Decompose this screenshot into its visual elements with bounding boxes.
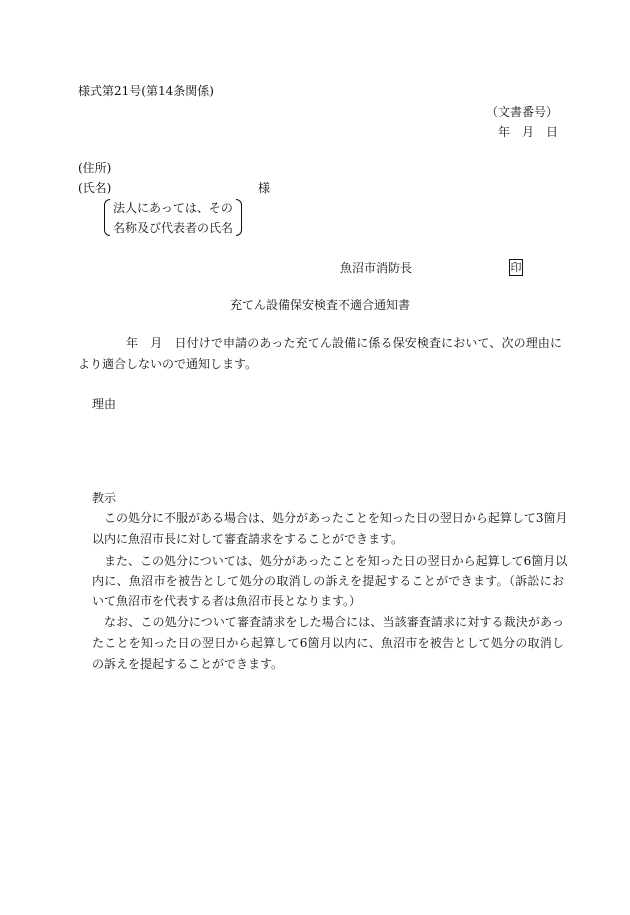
name-label: (氏名) [78, 181, 112, 195]
form-number: 様式第21号(第14条関係) [78, 84, 214, 98]
issuer-name: 魚沼市消防長 [340, 261, 413, 275]
issue-date: 年 月 日 [497, 125, 558, 139]
instruction-line: 以内に魚沼市長に対して審査請求をすることができます。 [92, 532, 404, 546]
body-line: より適合しないので通知します。 [78, 357, 258, 371]
seal-mark: 印 [510, 261, 522, 274]
right-bracket [236, 199, 242, 236]
corporation-note-line: 法人にあっては、その [113, 201, 233, 215]
instruction-line: いて魚沼市を代表する者は魚沼市長となります。） [92, 594, 362, 608]
instruction-line: この処分に不服がある場合は、処分があったことを知った日の翌日から起算して3箇月 [104, 511, 568, 525]
body-line: 年 月 日付けで申請のあった充てん設備に係る保安検査において、次の理由に [126, 336, 562, 350]
instruction-line: たことを知った日の翌日から起算して6箇月以内に、魚沼市を被告として処分の取消し [92, 636, 564, 650]
document-number: （文書番号） [485, 105, 558, 119]
instruction-line: なお、この処分について審査請求をした場合には、当該審査請求に対する裁決があっ [104, 615, 564, 629]
left-bracket [104, 199, 110, 236]
instruction-line: また、この処分については、処分があったことを知った日の翌日から起算して6箇月以 [104, 554, 568, 568]
address-label: (住所) [78, 161, 112, 175]
instruction-line: の訴えを提起することができます。 [92, 657, 284, 671]
instruction-label: 教示 [92, 491, 117, 505]
reason-label: 理由 [92, 397, 117, 411]
honorific: 様 [258, 181, 271, 195]
corporation-note-line: 名称及び代表者の氏名 [113, 221, 234, 235]
instruction-line: 内に、魚沼市を被告として処分の取消しの訴えを提起することができます。（訴訟にお [92, 574, 564, 588]
document-title: 充てん設備保安検査不適合通知書 [230, 298, 411, 312]
